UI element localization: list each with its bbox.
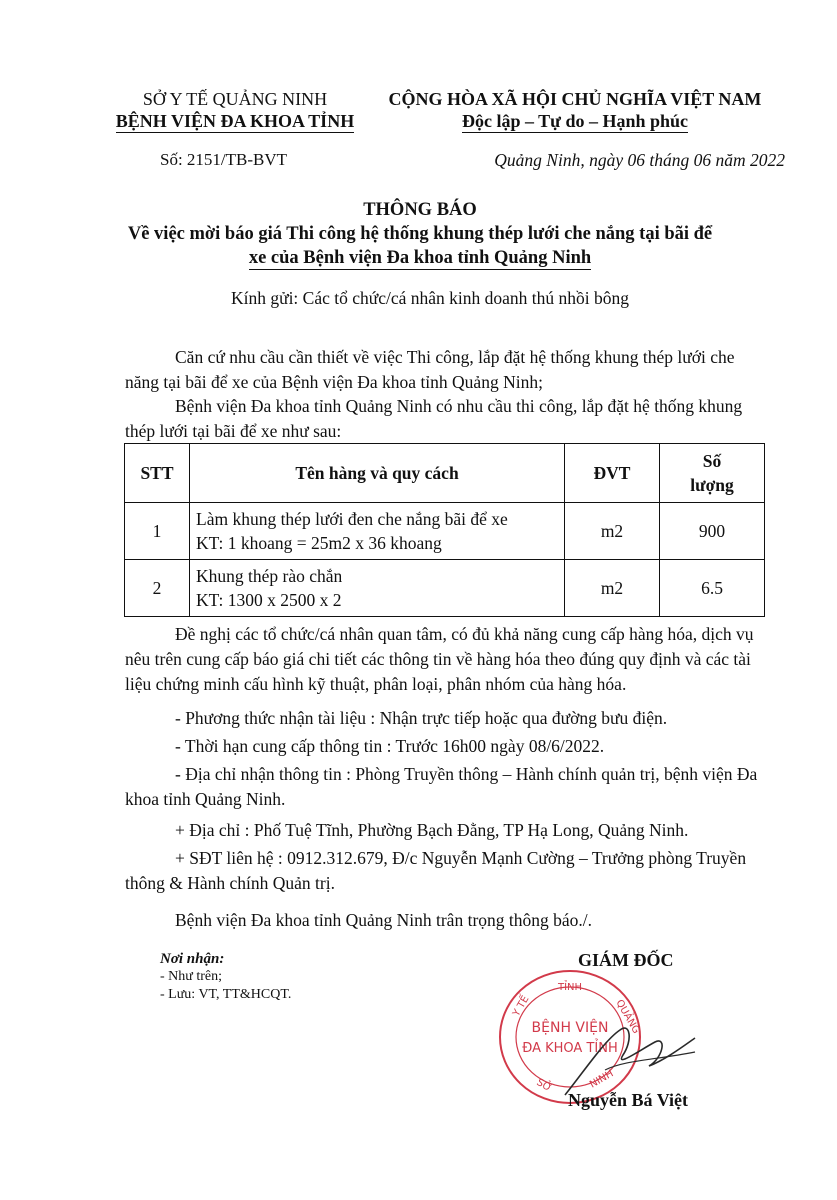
national-motto: Độc lập – Tự do – Hạnh phúc [461, 111, 689, 131]
document-subject-line2: xe của Bệnh viện Đa khoa tỉnh Quảng Ninh [248, 248, 592, 268]
row-stt: 2 [125, 560, 190, 617]
row-stt: 1 [125, 503, 190, 560]
issuer-department: SỞ Y TẾ QUẢNG NINH [142, 89, 328, 109]
header-stt: STT [125, 444, 190, 503]
row-unit: m2 [565, 503, 660, 560]
bullet-phone: + SĐT liên hệ : 0912.312.679, Đ/c Nguyễn Mạnh Cường – Trưởng phòng Truyền thông & Hành chính Quản trị. [125, 848, 747, 893]
bullet-deadline: - Thời hạn cung cấp thông tin : Trước 16h00 ngày 08/6/2022. [175, 736, 605, 756]
country-name: CỘNG HÒA XÃ HỘI CHỦ NGHĨA VIỆT NAM [388, 89, 762, 109]
signer-name: Nguyễn Bá Việt [568, 1090, 689, 1110]
issuer-hospital: BỆNH VIỆN ĐA KHOA TỈNH [115, 111, 355, 131]
signer-title: GIÁM ĐỐC [578, 950, 674, 970]
seal-line-1: BỆNH VIỆN [531, 1020, 609, 1036]
intro-paragraph-2: Bệnh viện Đa khoa tỉnh Quảng Ninh có nhu cầu thi công, lắp đặt hệ thống khung thép lưới tại bãi để xe như sau: [125, 396, 743, 441]
table-row [125, 560, 765, 617]
seal-ring-bottom-left: SỞ [534, 1077, 554, 1095]
closing-line: Bệnh viện Đa khoa tỉnh Quảng Ninh trân trọng thông báo./. [175, 910, 593, 930]
document-title-block [100, 198, 740, 270]
recipients-list [160, 950, 291, 1004]
seal-ring-left: Y TẾ [511, 994, 532, 1019]
row-quantity: 6.5 [660, 560, 765, 617]
document-number: Số: 2151/TB-BVT [160, 150, 288, 169]
row-quantity: 900 [660, 503, 765, 560]
table-row [125, 503, 765, 560]
seal-ring-top: TỈNH [557, 982, 583, 993]
seal-line-2: ĐA KHOA TỈNH [522, 1041, 618, 1056]
bullet-method: - Phương thức nhận tài liệu : Nhận trực tiếp hoặc qua đường bưu điện. [175, 708, 668, 728]
header-name: Tên hàng và quy cách [190, 444, 565, 503]
row-name: Làm khung thép lưới đen che nắng bãi để xe KT: 1 khoang = 25m2 x 36 khoang [190, 503, 565, 560]
document-date: Quảng Ninh, ngày 06 tháng 06 năm 2022 [494, 150, 785, 170]
bullet-receiving-office: - Địa chỉ nhận thông tin : Phòng Truyền thông – Hành chính quản trị, bệnh viện Đa khoa tỉnh Quảng Ninh. [125, 764, 758, 809]
header-quantity: Số lượng [660, 444, 765, 503]
seal-ring-right: QUẢNG [613, 998, 642, 1036]
request-paragraph: Đề nghị các tổ chức/cá nhân quan tâm, có đủ khả năng cung cấp hàng hóa, dịch vụ nêu trên cung cấp báo giá chi tiết các thông tin về hàng hóa theo đúng quy định và các tài liệu chứng minh cấu hình kỹ thuật, phân loại, phân nhóm của hàng hóa. [125, 624, 754, 694]
document-subject-line1: Về việc mời báo giá Thi công hệ thống khung thép lưới che nắng tại bãi để [127, 224, 713, 244]
document-title: THÔNG BÁO [363, 200, 477, 220]
row-name: Khung thép rào chắn KT: 1300 x 2500 x 2 [190, 560, 565, 617]
recipient-line: Kính gửi: Các tổ chức/cá nhân kinh doanh thú nhồi bông [230, 288, 630, 308]
row-unit: m2 [565, 560, 660, 617]
national-motto-block [365, 88, 785, 133]
recipients-label: Nơi nhận: [160, 951, 225, 967]
bullet-address: + Địa chỉ : Phố Tuệ Tĩnh, Phường Bạch Đằng, TP Hạ Long, Quảng Ninh. [175, 820, 689, 840]
table-header-row [125, 444, 765, 503]
header-unit: ĐVT [565, 444, 660, 503]
recipient-item: - Như trên; [160, 969, 223, 984]
goods-table [124, 443, 765, 617]
intro-paragraph-1: Căn cứ nhu cầu cần thiết về việc Thi công, lắp đặt hệ thống khung thép lưới che năng tại bãi để xe của Bệnh viện Đa khoa tỉnh Quảng Ninh; [125, 347, 735, 392]
seal-ring-bottom-right: NINH [588, 1068, 616, 1091]
issuer-block [90, 88, 380, 133]
recipient-item: - Lưu: VT, TT&HCQT. [160, 987, 292, 1002]
